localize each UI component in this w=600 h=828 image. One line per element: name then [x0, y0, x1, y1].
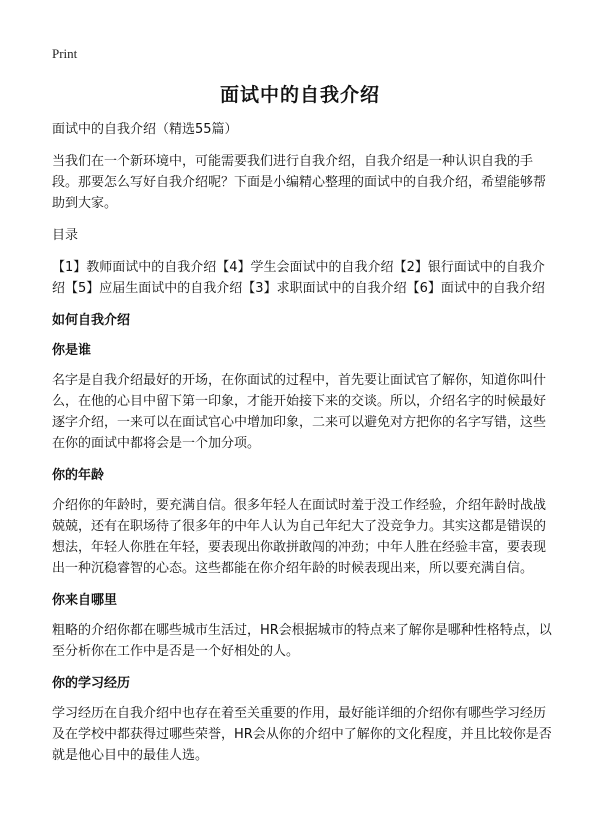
toc-link-6[interactable]: 【6】面试中的自我介绍: [406, 281, 545, 296]
toc-heading: 目录: [52, 228, 79, 243]
article-subtitle: 面试中的自我介绍（精选55篇）: [52, 122, 238, 137]
section-heading-how: 如何自我介绍: [52, 313, 131, 328]
section-paragraph-who: 名字是自我介绍最好的开场，在你面试的过程中，首先要让面试官了解你，知道你叫什么，在他的心目中留下第一印象，才能开始接下来的交谈。所以，介绍名字的时候最好逐字介绍，一来可以在面试官心中增加印象，二来可以避免对方把你的名字写错，这些在你的面试中都将会是一个加分项。: [52, 373, 547, 451]
page-title: 面试中的自我介绍: [219, 84, 380, 106]
toc-link-4[interactable]: 【4】学生会面试中的自我介绍: [216, 260, 394, 275]
print-link[interactable]: Print: [52, 46, 78, 61]
section-heading-education: 你的学习经历: [52, 676, 131, 691]
toc-link-5[interactable]: 【5】应届生面试中的自我介绍: [65, 281, 243, 296]
section-heading-who: 你是谁: [52, 343, 92, 358]
section-paragraph-education: 学习经历在自我介绍中也存在着至关重要的作用，最好能详细的介绍你有哪些学习经历及在学校中都获得过哪些荣誉，HR会从你的介绍中了解你的文化程度，并且比较你是否就是他心目中的最佳人选。: [52, 706, 552, 763]
article-body: [52, 119, 552, 777]
section-paragraph-origin: 粗略的介绍你都在哪些城市生活过，HR会根据城市的特点来了解你是哪种性格特点，以至分析你在工作中是否是一个好相处的人。: [52, 623, 552, 659]
toc-link-1[interactable]: 【1】教师面试中的自我介绍: [52, 260, 217, 275]
table-of-contents: [52, 257, 552, 299]
toc-link-2[interactable]: 【2】银行面试中的自我介绍: [52, 260, 545, 296]
section-paragraph-age: 介绍你的年龄时，要充满自信。很多年轻人在面试时羞于没工作经验，介绍年龄时战战兢兢，还有在职场待了很多年的中年人认为自己年纪大了没竞争力。其实这都是错误的想法，年轻人你胜在年轻，要表现出你敢拼敢闯的冲劲；中年人胜在经验丰富，要表现出一种沉稳睿智的心态。这些都能在你介绍年龄的时候表现出来，所以要充满自信。: [52, 498, 547, 576]
section-heading-age: 你的年龄: [52, 468, 105, 483]
intro-paragraph: 当我们在一个新环境中，可能需要我们进行自我介绍，自我介绍是一种认识自我的手段。那要怎么写好自我介绍呢？下面是小编精心整理的面试中的自我介绍，希望能够帮助到大家。: [52, 154, 547, 211]
toc-link-3[interactable]: 【3】求职面试中的自我介绍: [242, 281, 407, 296]
section-heading-origin: 你来自哪里: [52, 593, 118, 608]
